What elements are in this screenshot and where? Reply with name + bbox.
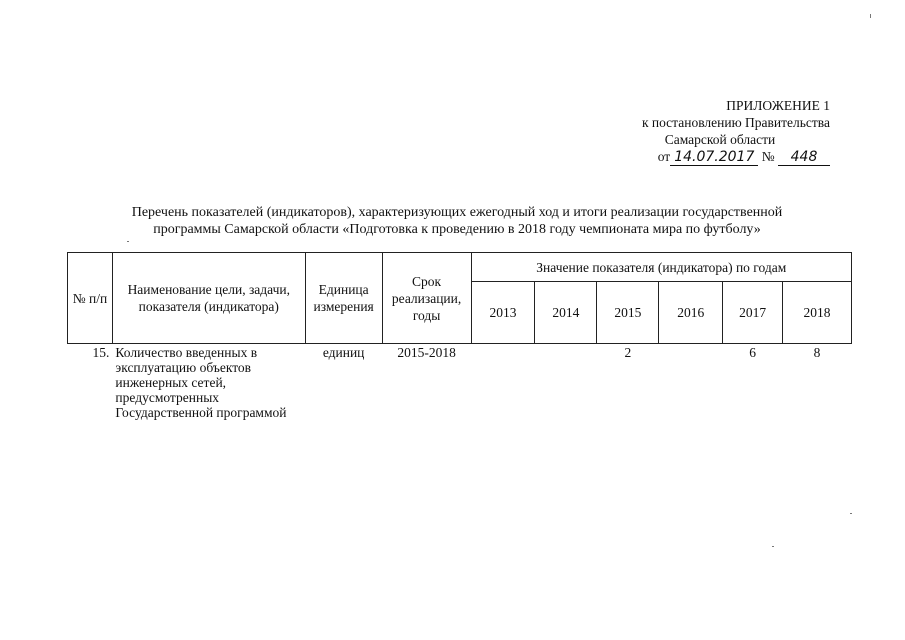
header-year: 2014 (535, 282, 597, 344)
row-indicator-name: Количество введенных в эксплуатацию объектов инженерных сетей, предусмотренных Государственной программой (115, 345, 287, 420)
row-value-2017: 6 (749, 345, 756, 360)
appendix-line-resolution: к постановлению Правительства (641, 115, 830, 130)
document-title (72, 204, 842, 238)
title-line-2: программы Самарской области «Подготовка к проведению в 2018 году чемпионата мира по футболу» (153, 222, 761, 237)
scan-speck (772, 546, 774, 547)
row-value-2018: 8 (813, 345, 821, 360)
row-value-2015: 2 (624, 345, 632, 360)
scan-speck (850, 513, 852, 514)
row-value-2014 (535, 344, 597, 421)
row-value-2013 (471, 344, 535, 421)
header-year: 2017 (723, 282, 783, 344)
row-unit: единиц (322, 345, 365, 360)
handwritten-number: 448 (778, 150, 830, 166)
handwritten-date: 14.07.2017 (670, 150, 758, 166)
row-num: 15. (92, 345, 110, 360)
row-value-2016 (659, 344, 723, 421)
header-name: Наименование цели, задачи, показателя (индикатора) (112, 253, 305, 344)
header-unit: Единица измерения (305, 253, 382, 344)
number-label: № (761, 149, 775, 164)
appendix-line-region: Самарской области (664, 132, 776, 147)
appendix-date-line (590, 148, 830, 166)
header-year: 2016 (659, 282, 723, 344)
appendix-block (590, 97, 830, 166)
header-year: 2018 (783, 282, 852, 344)
table-row (68, 344, 852, 421)
title-line-1: Перечень показателей (индикаторов), характеризующих ежегодный ход и итоги реализации государственной (131, 205, 783, 220)
header-num: № п/п (68, 253, 113, 344)
header-year: 2013 (471, 282, 535, 344)
appendix-heading: ПРИЛОЖЕНИЕ 1 (726, 98, 830, 113)
header-period: Срок реализации, годы (382, 253, 471, 344)
header-year: 2015 (597, 282, 659, 344)
date-prefix: от (657, 149, 671, 164)
scan-speck (127, 241, 129, 242)
indicators-table (67, 252, 852, 420)
scan-speck (870, 14, 871, 18)
row-period: 2015-2018 (397, 345, 456, 360)
header-values-group: Значение показателя (индикатора) по годам (471, 253, 851, 282)
